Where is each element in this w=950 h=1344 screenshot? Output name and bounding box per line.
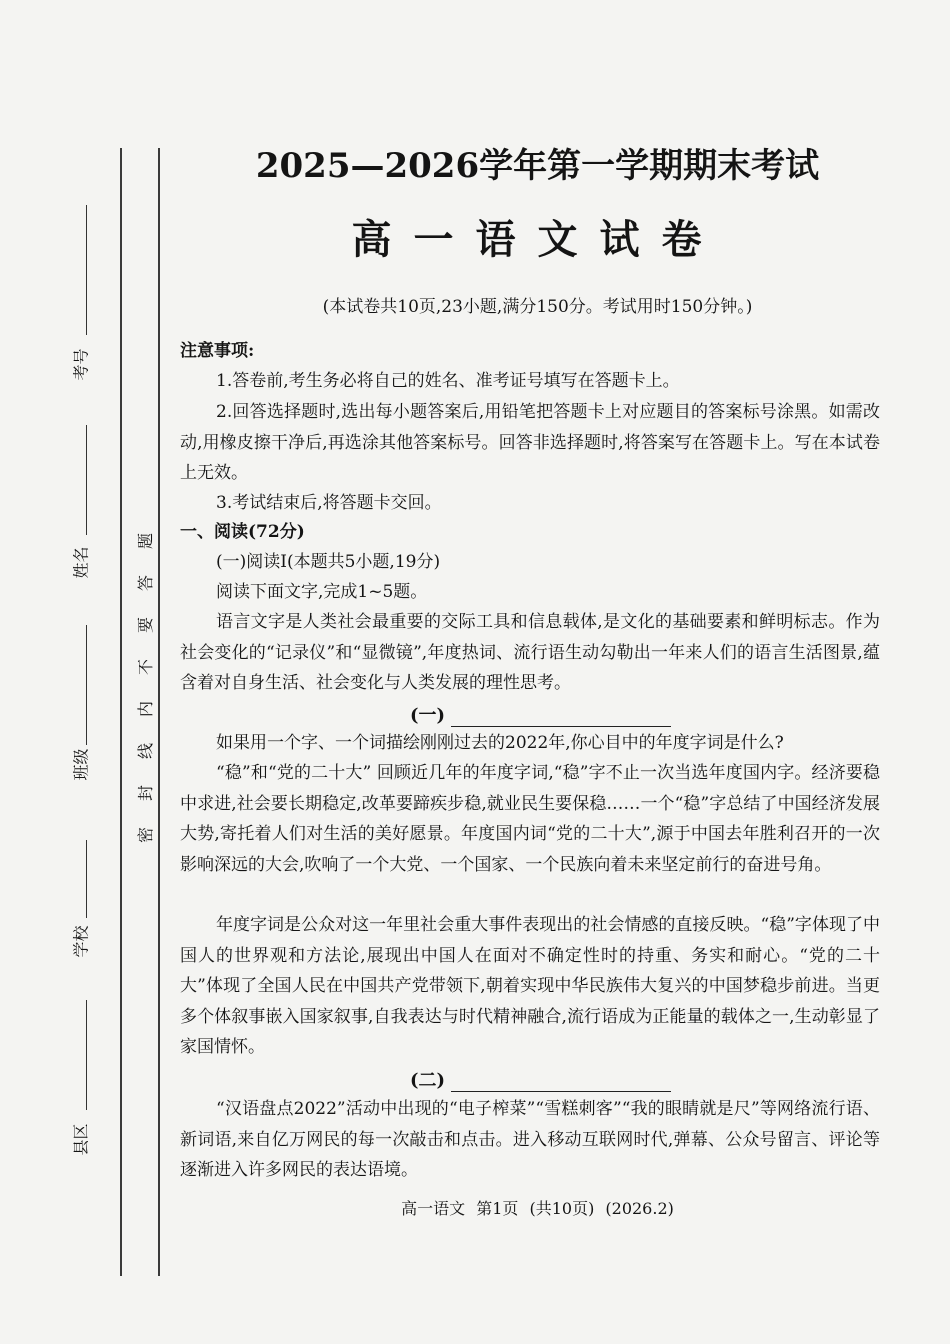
part-one-title-blank[interactable] (451, 708, 671, 727)
part-two-title-blank[interactable] (451, 1073, 671, 1092)
notice-item-2: 2.回答选择题时,选出每小题答案后,用铅笔把答题卡上对应题目的答案标号涂黑。如需改动,用橡皮擦干净后,再选涂其他答案标号。回答非选择题时,将答案写在答题卡上。写在本试卷上无效。 (180, 402, 880, 483)
school-underline (86, 840, 87, 918)
part-one-para-2: “稳”和“党的二十大” 回顾近几年的年度字词,“稳”字不止一次当选年度国内字。经济要稳中求进,社会要长期稳定,改革要蹄疾步稳,就业民生要保稳……一个“稳”字总结了中国经济发展大势,寄托着人们对生活的美好愿景。年度国内词“党的二十大”,源于中国去年胜利召开的一次影响深远的大会,吹响了一个大党、一个国家、一个民族向着未来坚定前行的奋进号角。 (180, 763, 880, 875)
part-one-para-1: 如果用一个字、一个词描绘刚刚过去的2022年,你心目中的年度字词是什么? (216, 733, 784, 753)
section-instruction: 阅读下面文字,完成1~5题。 (216, 582, 428, 602)
seal-char: 内 (135, 700, 155, 718)
exam-number-underline (86, 205, 87, 335)
subject-title: 高一语文试卷 (351, 216, 724, 263)
name-field[interactable] (56, 425, 96, 605)
binding-line-outer (120, 148, 122, 1276)
section-intro: 语言文字是人类社会最重要的交际工具和信息载体,是文化的基础要素和鲜明标志。作为社会变化的“记录仪”和“显微镜”,年度热词、流行语生动勾勒出一年来人们的语言生活图景,蕴含着对自身生活、社会变化与人类发展的理性思考。 (180, 612, 880, 693)
notice-item-3: 3.考试结束后,将答题卡交回。 (216, 493, 442, 513)
county-field[interactable] (56, 1000, 96, 1180)
class-label: 班级 (71, 748, 91, 781)
seal-char: 要 (135, 616, 155, 634)
county-underline (86, 1000, 87, 1110)
school-label: 学校 (71, 925, 91, 958)
part-one-label: (一) (410, 705, 446, 726)
county-label: 县区 (71, 1123, 91, 1156)
part-one-para-3: 年度字词是公众对这一年里社会重大事件表现出的社会情感的直接反映。“稳”字体现了中国人的世界观和方法论,展现出中国人在面对不确定性时的持重、务实和耐心。“党的二十大”体现了全国人民在中国共产党带领下,朝着实现中华民族伟大复兴的中国梦稳步前进。当更多个体叙事嵌入国家叙事,自我表达与时代精神融合,流行语成为正能量的载体之一,生动彰显了家国情怀。 (180, 915, 880, 1057)
exam-number-label: 考号 (71, 348, 91, 381)
seal-char: 线 (135, 742, 155, 760)
seal-char: 题 (135, 532, 155, 550)
page-footer: 高一语文 第1页 (共10页) (2026.2) (401, 1199, 674, 1218)
seal-char: 不 (135, 658, 155, 676)
name-label: 姓名 (71, 546, 91, 579)
part-one-heading (410, 701, 671, 727)
school-field[interactable] (56, 840, 96, 970)
notice-heading: 注意事项: (180, 341, 255, 361)
part-two-label: (二) (410, 1070, 446, 1091)
part-two-para-1: “汉语盘点2022”活动中出现的“电子榨菜”“雪糕刺客”“我的眼睛就是尺”等网络流行语、新词语,来自亿万网民的每一次敲击和点击。进入移动互联网时代,弹幕、公众号留言、评论等逐渐进入许多网民的表达语境。 (180, 1099, 880, 1180)
section-sub-heading: (一)阅读Ⅰ(本题共5小题,19分) (216, 552, 441, 572)
exam-title: 2025—2026学年第一学期期末考试 (255, 146, 820, 186)
seal-char: 密 (135, 826, 155, 844)
seal-line-notice (126, 520, 166, 856)
section-heading: 一、阅读(72分) (180, 522, 305, 542)
class-field[interactable] (56, 625, 96, 805)
part-two-heading (410, 1066, 671, 1092)
exam-number-field[interactable] (56, 205, 96, 405)
exam-info: (本试卷共10页,23小题,满分150分。考试用时150分钟。) (322, 297, 753, 317)
seal-char: 封 (135, 784, 155, 802)
name-underline (86, 425, 87, 535)
class-underline (86, 625, 87, 745)
seal-char: 答 (135, 574, 155, 592)
notice-item-1: 1.答卷前,考生务必将自己的姓名、准考证号填写在答题卡上。 (216, 371, 680, 391)
